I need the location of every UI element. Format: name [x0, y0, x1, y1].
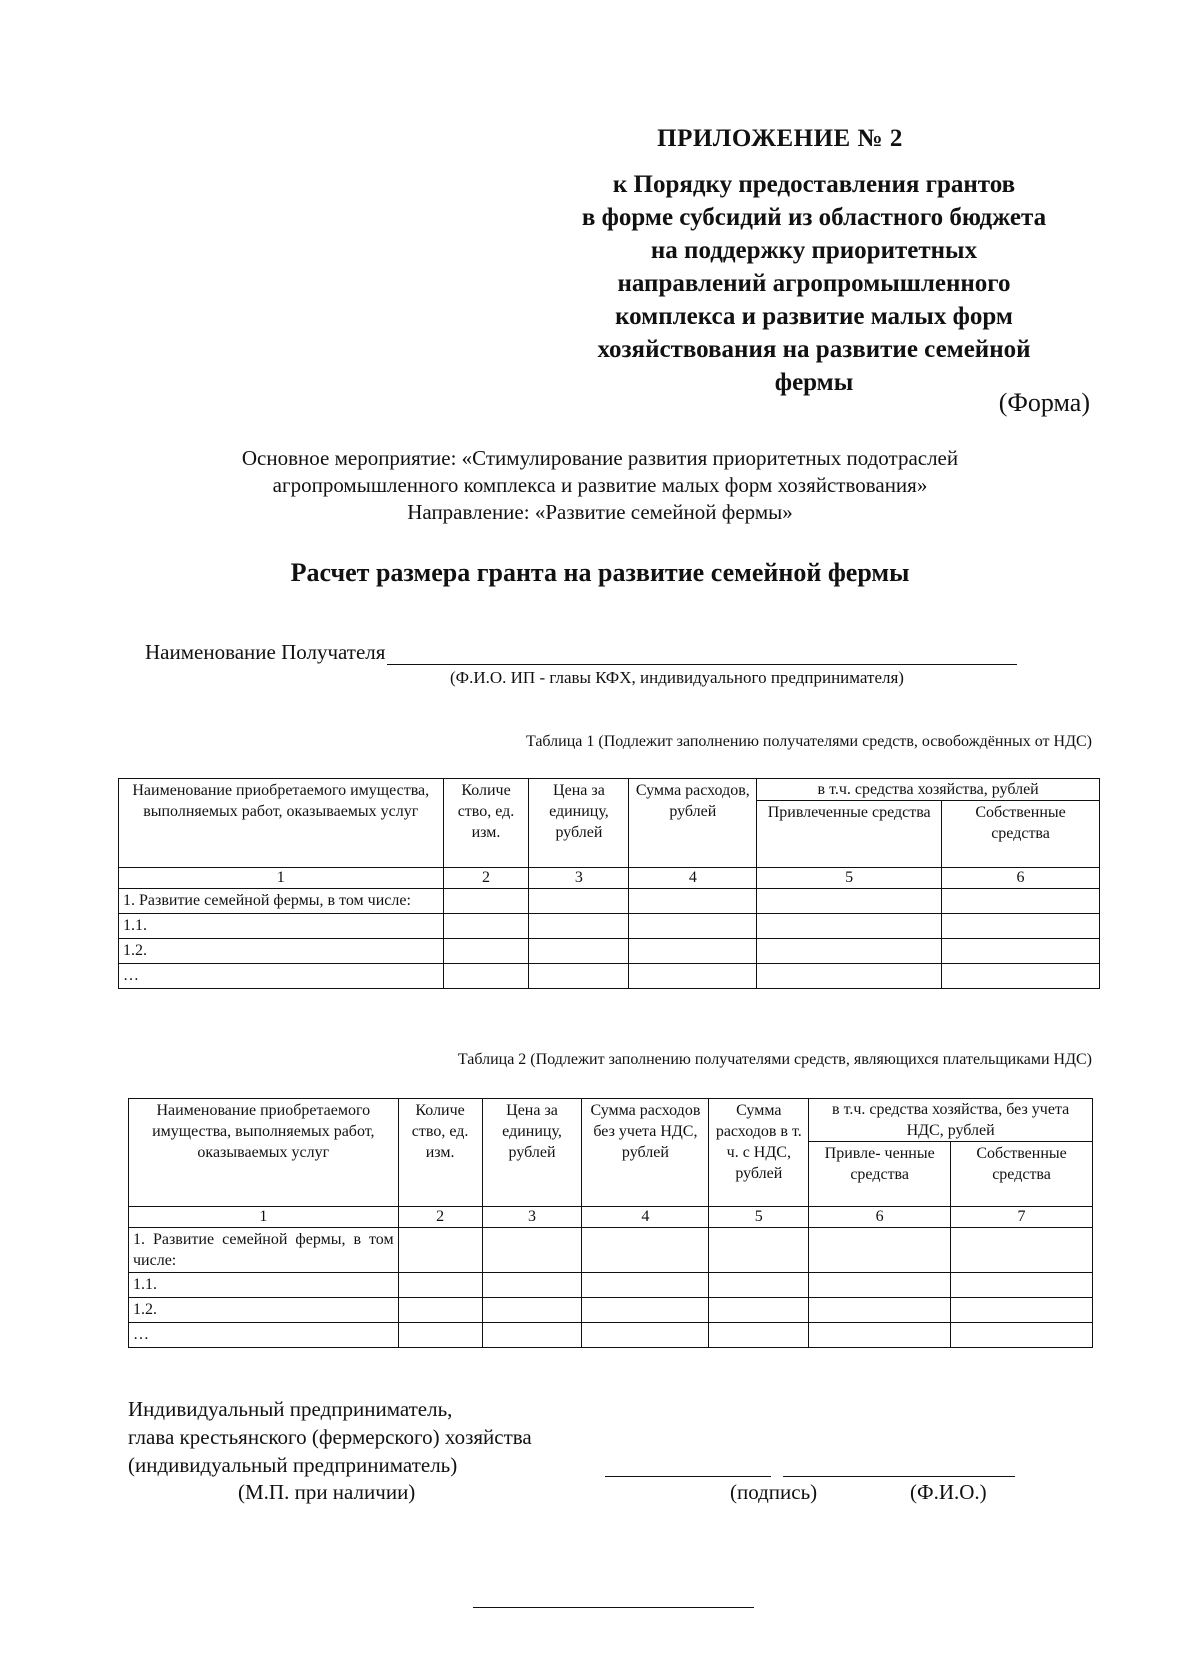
signature-block — [128, 1395, 532, 1479]
activity-direction: Направление: «Развитие семейной фермы» — [407, 500, 793, 524]
table-row — [129, 1323, 1093, 1348]
table2-cell[interactable] — [582, 1323, 709, 1348]
appendix-subtitle — [528, 168, 1100, 399]
table1-cell[interactable] — [757, 939, 942, 964]
table1-cell[interactable] — [942, 914, 1100, 939]
table1-col-number: 1 — [119, 868, 444, 889]
recipient-note: (Ф.И.О. ИП - главы КФХ, индивидуального предпринимателя) — [450, 668, 904, 687]
table1-cell[interactable] — [629, 914, 757, 939]
recipient-label: Наименование Получателя — [145, 640, 386, 664]
signature-label: (подпись) — [730, 1480, 818, 1504]
appendix-title: ПРИЛОЖЕНИЕ № 2 — [657, 125, 903, 152]
signature-line[interactable] — [605, 1476, 771, 1477]
table1-cell[interactable] — [443, 964, 529, 989]
table2-cell[interactable] — [709, 1323, 809, 1348]
table1-header-own: Собственные средства — [942, 801, 1100, 868]
table2-cell[interactable] — [398, 1298, 482, 1323]
table2-row-label: … — [129, 1323, 399, 1348]
table1-cell[interactable] — [443, 889, 529, 914]
table2-cell[interactable] — [482, 1228, 582, 1273]
table1-col-number: 4 — [629, 868, 757, 889]
table1-header-group: в т.ч. средства хозяйства, рублей — [757, 779, 1100, 801]
table1-cell[interactable] — [942, 939, 1100, 964]
table2-cell[interactable] — [482, 1273, 582, 1298]
recipient-input-line[interactable] — [387, 644, 1017, 665]
appendix-line: хозяйствования на развитие семейной — [597, 336, 1031, 363]
table1-cell[interactable] — [942, 964, 1100, 989]
table-row — [129, 1228, 1093, 1273]
table-row — [119, 964, 1100, 989]
table-row — [119, 889, 1100, 914]
table1-cell[interactable] — [529, 889, 629, 914]
signature-role-line: Индивидуальный предприниматель, — [128, 1397, 453, 1421]
table2-header-qty: Количе ство, ед. изм. — [398, 1099, 482, 1207]
table1-caption: Таблица 1 (Подлежит заполнению получателями средств, освобождённых от НДС) — [525, 733, 1092, 750]
table-row — [119, 939, 1100, 964]
table2-caption: Таблица 2 (Подлежит заполнению получателями средств, являющихся плательщиками НДС) — [457, 1051, 1092, 1068]
activity-line: Основное мероприятие: «Стимулирование развития приоритетных подотраслей — [241, 446, 959, 470]
closing-divider — [473, 1607, 754, 1608]
table1-cell[interactable] — [629, 939, 757, 964]
table2-col-number: 5 — [709, 1207, 809, 1228]
activity-line: агропромышленного комплекса и развитие малых форм хозяйствования» — [272, 473, 928, 497]
table1-cell[interactable] — [629, 889, 757, 914]
table1-header-qty: Количе ство, ед. изм. — [443, 779, 529, 868]
table1-header-price: Цена за единицу, рублей — [529, 779, 629, 868]
appendix-line: к Порядку предоставления грантов — [612, 171, 1016, 198]
table1-cell[interactable] — [757, 914, 942, 939]
table2-cell[interactable] — [951, 1273, 1093, 1298]
table2-col-number: 7 — [951, 1207, 1093, 1228]
table1-col-number: 5 — [757, 868, 942, 889]
table2-row-label: 1.1. — [129, 1273, 399, 1298]
stamp-label: (М.П. при наличии) — [238, 1480, 416, 1504]
appendix-line: комплекса и развитие малых форм — [615, 303, 1013, 330]
table2-header-name: Наименование приобретаемого имущества, выполняемых работ, оказываемых услуг — [129, 1099, 399, 1207]
table2-cell[interactable] — [709, 1273, 809, 1298]
table2-col-number: 4 — [582, 1207, 709, 1228]
table2-row-label: 1. Развитие семейной фермы, в том числе: — [129, 1228, 399, 1273]
table2-cell[interactable] — [809, 1228, 951, 1273]
table2-header-group: в т.ч. средства хозяйства, без учета НДС, рублей — [809, 1099, 1093, 1142]
table2-cell[interactable] — [709, 1298, 809, 1323]
fio-label: (Ф.И.О.) — [910, 1480, 987, 1504]
table-row — [129, 1298, 1093, 1323]
table-row — [119, 914, 1100, 939]
table2-cell[interactable] — [951, 1298, 1093, 1323]
table2-cell[interactable] — [398, 1228, 482, 1273]
table2-cell[interactable] — [582, 1228, 709, 1273]
table-row — [129, 1273, 1093, 1298]
table1-col-number: 3 — [529, 868, 629, 889]
table1-number-row — [119, 868, 1100, 889]
activity-block — [120, 445, 1080, 526]
table1-cell[interactable] — [529, 964, 629, 989]
appendix-line: фермы — [774, 369, 854, 396]
table1-header-sum: Сумма расходов, рублей — [629, 779, 757, 868]
table2-cell[interactable] — [809, 1298, 951, 1323]
recipient-row — [145, 640, 1017, 665]
document-title: Расчет размера гранта на развитие семейной фермы — [290, 558, 910, 587]
form-label: (Форма) — [998, 388, 1090, 417]
table2-cell[interactable] — [482, 1298, 582, 1323]
table2-header-own: Собственные средства — [951, 1142, 1093, 1207]
table1-row-label: 1.1. — [119, 914, 444, 939]
table1-cell[interactable] — [529, 939, 629, 964]
signature-role-line: глава крестьянского (фермерского) хозяйства — [128, 1425, 532, 1449]
table1-cell[interactable] — [629, 964, 757, 989]
table1-row-label: 1. Развитие семейной фермы, в том числе: — [119, 889, 444, 914]
table1-cell[interactable] — [757, 889, 942, 914]
table1-cell[interactable] — [443, 939, 529, 964]
table2-cell[interactable] — [482, 1323, 582, 1348]
signature-role-line: (индивидуальный предприниматель) — [128, 1453, 458, 1477]
table2-cell[interactable] — [951, 1228, 1093, 1273]
table2-cell[interactable] — [398, 1273, 482, 1298]
table2-cell[interactable] — [709, 1228, 809, 1273]
table2-cell[interactable] — [809, 1273, 951, 1298]
table2-cell[interactable] — [398, 1323, 482, 1348]
table2-cell[interactable] — [582, 1273, 709, 1298]
table1-cell[interactable] — [942, 889, 1100, 914]
table2-row-label: 1.2. — [129, 1298, 399, 1323]
table1-col-number: 2 — [443, 868, 529, 889]
table2-header-sum-vat: Сумма расходов в т. ч. с НДС, рублей — [709, 1099, 809, 1207]
fio-line[interactable] — [783, 1476, 1015, 1477]
table1-header-name: Наименование приобретаемого имущества, выполняемых работ, оказываемых услуг — [119, 779, 444, 868]
table1-row-label: … — [119, 964, 444, 989]
table1-header-attracted: Привлеченные средства — [757, 801, 942, 868]
table1-cell[interactable] — [529, 914, 629, 939]
table1 — [118, 778, 1100, 989]
appendix-line: на поддержку приоритетных — [650, 237, 978, 264]
table1-cell[interactable] — [443, 914, 529, 939]
table2-col-number: 3 — [482, 1207, 582, 1228]
table2-col-number: 6 — [809, 1207, 951, 1228]
table2-col-number: 2 — [398, 1207, 482, 1228]
table1-col-number: 6 — [942, 868, 1100, 889]
table2-col-number: 1 — [129, 1207, 399, 1228]
table2-header-attracted: Привле- ченные средства — [809, 1142, 951, 1207]
appendix-line: в форме субсидий из областного бюджета — [581, 204, 1047, 231]
table2-cell[interactable] — [951, 1323, 1093, 1348]
table2-cell[interactable] — [582, 1298, 709, 1323]
table2-header-price: Цена за единицу, рублей — [482, 1099, 582, 1207]
appendix-line: направлений агропромышленного — [617, 270, 1011, 297]
table2 — [128, 1098, 1093, 1348]
table1-cell[interactable] — [757, 964, 942, 989]
table2-header-sum-no-vat: Сумма расходов без учета НДС, рублей — [582, 1099, 709, 1207]
table2-number-row — [129, 1207, 1093, 1228]
table1-row-label: 1.2. — [119, 939, 444, 964]
table2-cell[interactable] — [809, 1323, 951, 1348]
